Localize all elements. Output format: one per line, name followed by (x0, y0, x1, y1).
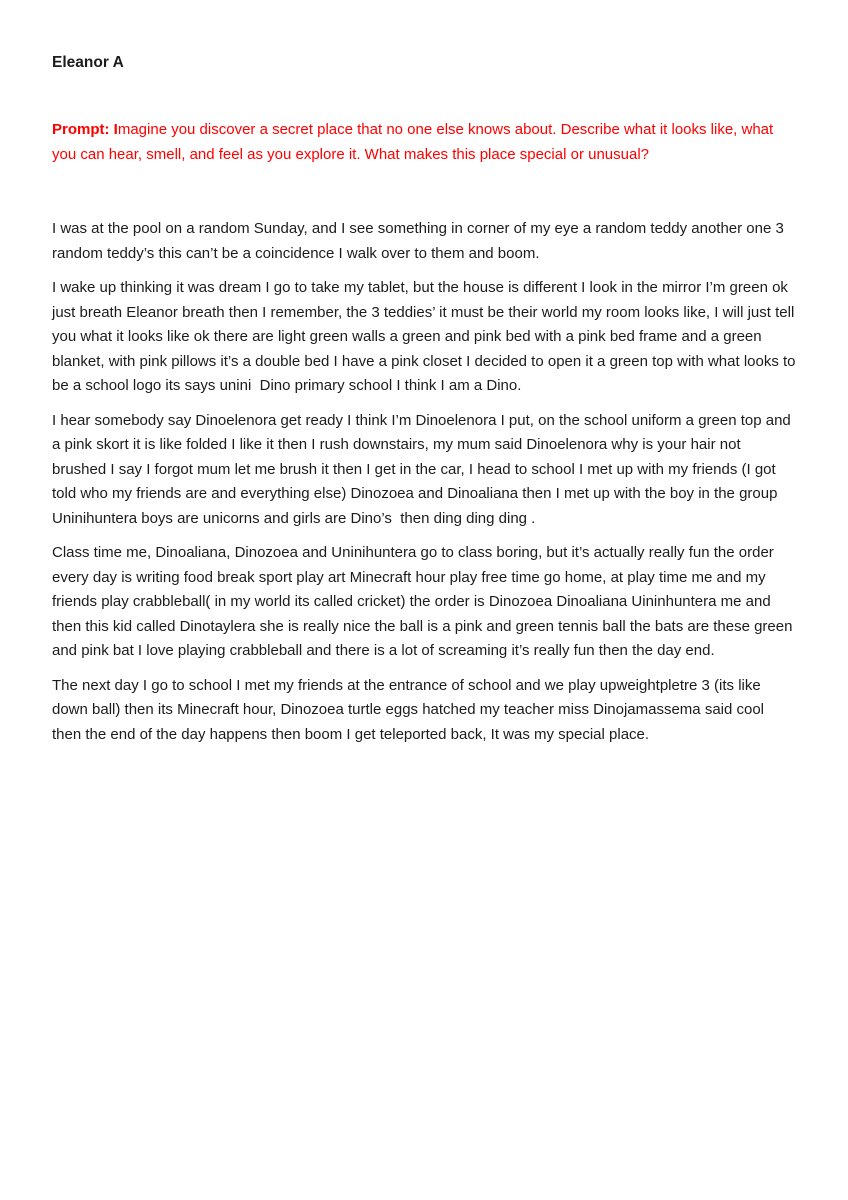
prompt-text: magine you discover a secret place that no one else knows about. Describe what it looks like, what you can hear, smell, and feel as you explore it. What makes this place special or unusual? (52, 121, 778, 163)
essay-paragraph: The next day I go to school I met my friends at the entrance of school and we play upweightpletre 3 (its like down ball) then its Minecraft hour, Dinozoea turtle eggs hatched my teacher miss Dinojamassema said cool then the end of the day happens then boom I get teleported back, It was my special place. (52, 676, 769, 743)
prompt-label: Prompt: I (52, 121, 118, 138)
essay-paragraph: I was at the pool on a random Sunday, and I see something in corner of my eye a random teddy another one 3 random teddy’s this can’t be a coincidence I walk over to them and boom. (52, 220, 789, 262)
essay-paragraph: I hear somebody say Dinoelenora get ready I think I’m Dinoelenora I put, on the school uniform a green top and a pink skort it is like folded I like it then I rush downstairs, my mum said Dinoelenora why is your hair not brushed I say I forgot mum let me brush it then I get in the car, I head to school I met up with my friends (I got told who my friends are and everything else) Dinozoea and Dinoaliana then I met up with the boy in the group Uninihuntera boys are unicorns and girls are Dino’s then ding ding ding . (52, 411, 795, 527)
essay-paragraph: Class time me, Dinoaliana, Dinozoea and Uninihuntera go to class boring, but it’s actually really fun the order every day is writing food break sport play art Minecraft hour play free time go home, at play time me and my friends play crabbleball( in my world its called cricket) the order is Dinozoea Dinoaliana Uininhuntera me and then this kid called Dinotaylera she is really nice the ball is a pink and green tennis ball the bats are these green and pink bat I love playing crabbleball and there is a lot of screaming it’s really fun then the day end. (52, 544, 797, 659)
essay-paragraph: I wake up thinking it was dream I go to take my tablet, but the house is different I look in the mirror I’m green ok just breath Eleanor breath then I remember, the 3 teddies’ it must be their world my room looks like, I will just tell you what it looks like ok there are light green walls a green and pink bed with a pink bed frame and a green blanket, with pink pillows it’s a double bed I have a pink closet I decided to open it a green top with what looks to be a school logo its says unini Dino primary school I think I am a Dino. (52, 279, 800, 394)
prompt-paragraph (52, 118, 796, 167)
author-name: Eleanor A (52, 54, 124, 71)
document-content (52, 51, 800, 747)
